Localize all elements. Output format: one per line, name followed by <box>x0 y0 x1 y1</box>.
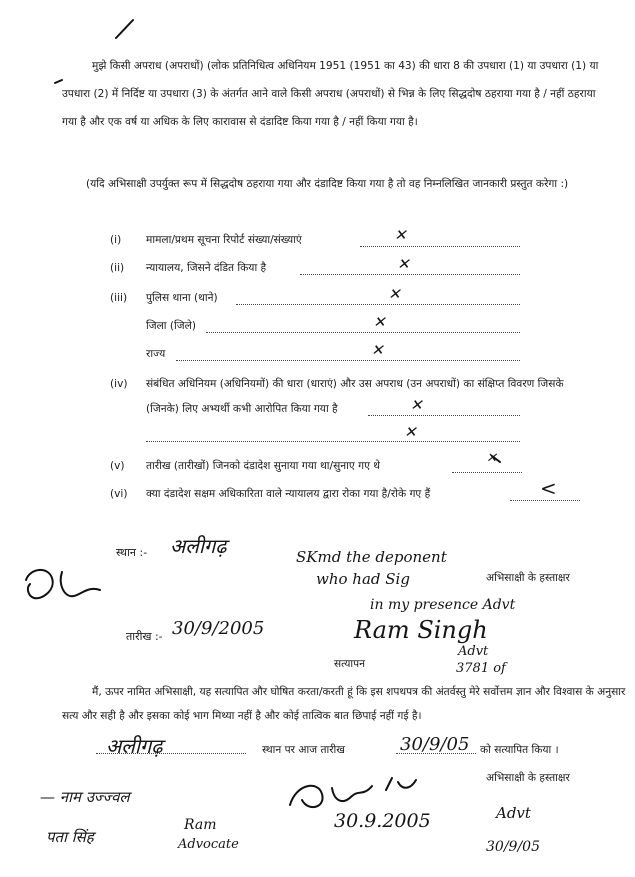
advocate-stamp-title: Advocate <box>178 837 239 852</box>
answer-line <box>206 332 520 333</box>
date-handwritten: 30/9/2005 <box>172 618 265 639</box>
item-number: (iii) <box>110 292 128 304</box>
answer-line <box>452 472 522 473</box>
answer-cross: ✕ <box>410 396 423 414</box>
item-number: (iv) <box>110 378 128 390</box>
item-label: मामला/प्रथम सूचना रिपोर्ट संख्या/संख्याएं <box>146 234 302 246</box>
answer-line <box>360 246 520 247</box>
deponent-note-line2: who had Sig <box>316 570 410 588</box>
answer-cross: ✕ <box>397 255 410 273</box>
witness-signature-scribble <box>26 570 100 598</box>
item-number: (vi) <box>110 488 128 500</box>
answer-line <box>368 415 520 416</box>
signature-date: 30.9.2005 <box>334 810 431 832</box>
answer-line <box>176 360 520 361</box>
answer-cross: ✕ <box>388 285 401 303</box>
item-label: जिला (जिले) <box>146 320 196 332</box>
place-handwritten: अलीगढ़ <box>170 534 227 558</box>
item-label: न्यायालय, जिसने दंडित किया है <box>146 262 267 274</box>
advocate-registration: 3781 of <box>456 661 506 676</box>
answer-cross: ✕ <box>486 451 497 466</box>
instructions-paragraph: (यदि अभिसाक्षी उपर्युक्त रूप में सिद्धदोष ठहराया गया और दंडादिष्ट किया गया है तो वह निम्नलिखित जानकारी प्रस्तुत करेगा :) <box>86 178 569 190</box>
verification-place-line <box>96 753 246 754</box>
witness-address-note: पता सिंह <box>46 828 94 846</box>
item-label: राज्य <box>146 348 166 360</box>
answer-mark: < <box>540 476 557 500</box>
declaration-paragraph: मुझे किसी अपराध (अपराधों) (लोक प्रतिनिधित्व अधिनियम 1951 (1951 का 43) की धारा 8 की उपधारा (1) या उपधारा (1) या उपधारा (2) में निर्दिष्ट या उपधारा (3) के अंतर्गत आने वाले किसी अपराध (अपराधों) से भिन्न के लिए सिद्धदोष ठहराया गया है / नहीं ठहराया गया है और एक वर्ष या अधिक के लिए कारावास से दंडादिष्ट किया गया है / नहीं किया गया है। <box>62 60 599 128</box>
verification-signature-label: अभिसाक्षी के हस्ताक्षर <box>486 772 570 784</box>
witness-name-note: — नाम उज्ज्वल <box>40 788 130 806</box>
answer-line <box>146 441 520 442</box>
advocate-stamp-name: Ram <box>184 817 217 833</box>
answer-line <box>510 500 580 501</box>
item-number: (i) <box>110 234 122 246</box>
answer-line <box>300 274 520 275</box>
deponent-note-line3: in my presence Advt <box>370 597 516 613</box>
item-label: क्या दंडादेश सक्षम अधिकारिता वाले न्यायालय द्वारा रोका गया है/रोके गए हैं <box>146 488 431 500</box>
verification-middle-text: स्थान पर आज तारीख <box>262 744 345 756</box>
answer-cross: ✕ <box>373 313 386 331</box>
verification-place-handwritten: अलीगढ़ <box>106 734 163 758</box>
answer-line <box>236 304 520 305</box>
date-label: तारीख :- <box>126 630 163 643</box>
item-label-continued: (जिनके) लिए अभ्यर्थी कभी आरोपित किया गया है <box>146 403 338 415</box>
deponent-signature-label: अभिसाक्षी के हस्ताक्षर <box>486 572 570 584</box>
item-label: पुलिस थाना (थाने) <box>146 292 218 304</box>
item-label: संबंधित अधिनियम (अधिनियमों) की धारा (धाराएं) और उस अपराध (उन अपराधों) का संक्षिप्त विवरण जिसके <box>146 378 564 390</box>
answer-cross: ✕ <box>404 423 417 441</box>
final-date: 30/9/05 <box>486 839 540 855</box>
signature-suffix: Advt <box>496 804 531 822</box>
verification-date-handwritten: 30/9/05 <box>400 734 470 755</box>
deponent-verification-signature <box>290 778 416 807</box>
verification-date-line <box>396 753 476 754</box>
pen-stroke-margin <box>55 80 62 83</box>
verification-end-text: को सत्यापित किया । <box>480 744 559 756</box>
answer-cross: ✕ <box>394 226 407 244</box>
item-label: तारीख (तारीखों) जिनको दंडादेश सुनाया गया था/सुनाए गए थे <box>146 460 381 472</box>
advocate-signature: Ram Singh <box>354 616 488 644</box>
verification-body: मैं, ऊपर नामित अभिसाक्षी, यह सत्यापित और घोषित करता/करती हूं कि इस शपथपत्र की अंतर्वस्तु मेरे सर्वोत्तम ज्ञान और विश्वास के अनुसार सत्य और सही है और इसका कोई भाग मिथ्या नहीं है और कोई तात्विक बात छिपाई नहीं गई है। <box>62 686 626 722</box>
place-label: स्थान :- <box>116 546 148 559</box>
item-number: (ii) <box>110 262 125 274</box>
advocate-designation: Advt <box>458 644 489 659</box>
verification-heading: सत्यापन <box>334 658 366 670</box>
deponent-note-line1: SKmd the deponent <box>296 548 447 566</box>
item-number: (v) <box>110 460 125 472</box>
answer-cross: ✕ <box>371 341 384 359</box>
pen-stroke-top <box>116 20 133 38</box>
